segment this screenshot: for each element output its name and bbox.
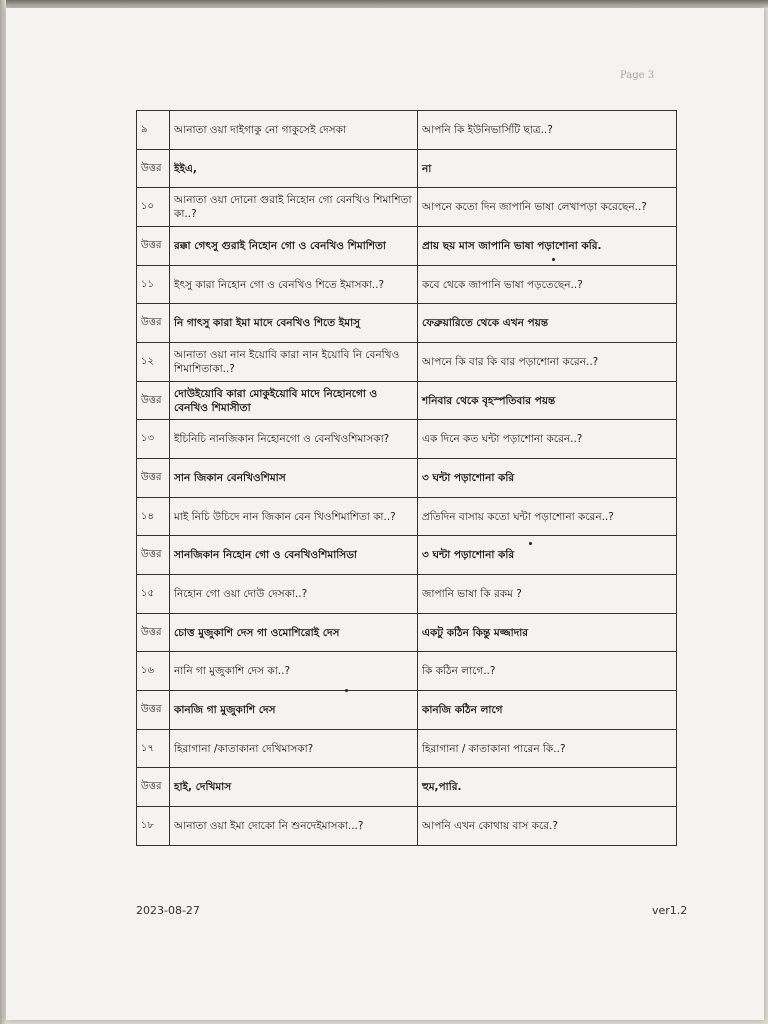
scan-speck (345, 689, 348, 692)
bengali-cell: কি কঠিন লাগে..? (418, 652, 677, 691)
row-number-cell: উত্তর (137, 227, 170, 266)
table-row (137, 227, 677, 266)
japanese-cell: নি গাৎসু কারা ইমা মাদে বেনখিও শিতে ইমাসু (170, 304, 418, 343)
row-number-cell: উত্তর (137, 536, 170, 575)
row-number-cell: উত্তর (137, 459, 170, 498)
scan-top-edge (0, 0, 768, 8)
qa-table-body (137, 111, 677, 846)
japanese-cell: সান জিকান বেনখিওশিমাস (170, 459, 418, 498)
row-number-cell: ১৬ (137, 652, 170, 691)
table-row (137, 768, 677, 807)
table-row (137, 420, 677, 459)
qa-table (136, 110, 677, 846)
japanese-cell: হাই, দেখিমাস (170, 768, 418, 807)
row-number-cell: ১৭ (137, 729, 170, 768)
bengali-cell: আপনি কি ইউনিভার্সিটি ছাত্র..? (418, 111, 677, 150)
row-number-cell: উত্তর (137, 613, 170, 652)
row-number-cell: উত্তর (137, 768, 170, 807)
row-number-cell: ১১ (137, 265, 170, 304)
table-row (137, 691, 677, 730)
row-number-cell: ১৮ (137, 807, 170, 846)
table-row (137, 381, 677, 420)
bengali-cell: জাপানি ভাষা কি রকম ? (418, 575, 677, 614)
row-number-cell: উত্তর (137, 691, 170, 730)
japanese-cell: ইৎসু কারা নিহোন গো ও বেনখিও শিতে ইমাসকা..? (170, 265, 418, 304)
footer-version: ver1.2 (652, 904, 688, 917)
bengali-cell: না (418, 149, 677, 188)
bengali-cell: ফেব্রুয়ারিতে থেকে এখন পয়ন্ত (418, 304, 677, 343)
bengali-cell: প্রতিদিন বাসায় কতো ঘন্টা পড়াশোনা করেন..? (418, 497, 677, 536)
table-row (137, 265, 677, 304)
table-row (137, 111, 677, 150)
row-number-cell: ১৩ (137, 420, 170, 459)
table-row (137, 613, 677, 652)
table-row (137, 459, 677, 498)
bengali-cell: ৩ ঘন্টা পড়াশোনা করি (418, 459, 677, 498)
japanese-cell: রক্কা গেৎসু গুরাই নিহোন গো ও বেনখিও শিমাশিতা (170, 227, 418, 266)
japanese-cell: নানি গা মুজুকাশি দেস কা..? (170, 652, 418, 691)
japanese-cell: আনাতা ওয়া ইমা দোকো নি শুনদেইমাসকা...? (170, 807, 418, 846)
bengali-cell: কবে থেকে জাপানি ভাষা পড়তেছেন..? (418, 265, 677, 304)
row-number-cell: ১০ (137, 188, 170, 227)
bengali-cell: কানজি কঠিন লাগে (418, 691, 677, 730)
scan-speck (552, 258, 555, 261)
row-number-cell: ১২ (137, 343, 170, 382)
bengali-cell: আপনে কি বার কি বার পড়াশোনা করেন..? (418, 343, 677, 382)
bengali-cell: ৩ ঘন্টা পড়াশোনা করি (418, 536, 677, 575)
japanese-cell: সানজিকান নিহোন গো ও বেনখিওশিমাসিডা (170, 536, 418, 575)
row-number-cell: ১৪ (137, 497, 170, 536)
japanese-cell: আনাতা ওয়া দোনো গুরাই নিহোন গো বেনখিও শিমাশিতা কা..? (170, 188, 418, 227)
table-row (137, 343, 677, 382)
row-number-cell: উত্তর (137, 304, 170, 343)
bengali-cell: একটু কঠিন কিন্তু মজ্জাদার (418, 613, 677, 652)
table-row (137, 652, 677, 691)
row-number-cell: ১৫ (137, 575, 170, 614)
japanese-cell: হিরাগানা /কাতাকানা দেখিমাসকা? (170, 729, 418, 768)
table-row (137, 149, 677, 188)
table-row (137, 188, 677, 227)
bengali-cell: এক দিনে কত ঘন্টা পড়াশোনা করেন..? (418, 420, 677, 459)
table-row (137, 807, 677, 846)
table-row (137, 497, 677, 536)
bengali-cell: হুম,পারি. (418, 768, 677, 807)
table-row (137, 304, 677, 343)
japanese-cell: কানজি গা মুজুকাশি দেস (170, 691, 418, 730)
japanese-cell: চোত্ত মুজুকাশি দেস গা ওমোশিরোই দেস (170, 613, 418, 652)
japanese-cell: ইইএ, (170, 149, 418, 188)
japanese-cell: আনাতা ওয়া দাইগাকু নো গাকুসেই দেসকা (170, 111, 418, 150)
japanese-cell: দোউইয়োবি কারা মোকুইয়োবি মাদে নিহোনগো ও বেনখিও শিমাসীতা (170, 381, 418, 420)
bengali-cell: প্রায় ছয় মাস জাপানি ভাষা পড়াশোনা করি. (418, 227, 677, 266)
scan-speck (529, 542, 532, 545)
page-label: Page 3 (620, 70, 655, 81)
bengali-cell: আপনি এখন কোথায় বাস করে.? (418, 807, 677, 846)
japanese-cell: মাই নিচি উচিদে নান জিকান বেন খিওশিমাশিতা কা..? (170, 497, 418, 536)
bengali-cell: শনিবার থেকে বৃহস্পতিবার পয়ন্ত (418, 381, 677, 420)
table-row (137, 536, 677, 575)
japanese-cell: আনাতা ওয়া নান ইয়োবি কারা নান ইয়োবি নি বেনখিও শিমাশিতাকা..? (170, 343, 418, 382)
table-row (137, 729, 677, 768)
row-number-cell: ৯ (137, 111, 170, 150)
bengali-cell: আপনে কতো দিন জাপানি ভাষা লেখাপড়া করেছেন..? (418, 188, 677, 227)
japanese-cell: নিহোন গো ওয়া দোউ দেসকা..? (170, 575, 418, 614)
row-number-cell: উত্তর (137, 381, 170, 420)
row-number-cell: উত্তর (137, 149, 170, 188)
footer-date: 2023-08-27 (136, 904, 200, 917)
table-row (137, 575, 677, 614)
japanese-cell: ইচিনিচি নানজিকান নিহোনগো ও বেনখিওশিমাসকা? (170, 420, 418, 459)
bengali-cell: হিরাগানা / কাতাকানা পারেন কি..? (418, 729, 677, 768)
